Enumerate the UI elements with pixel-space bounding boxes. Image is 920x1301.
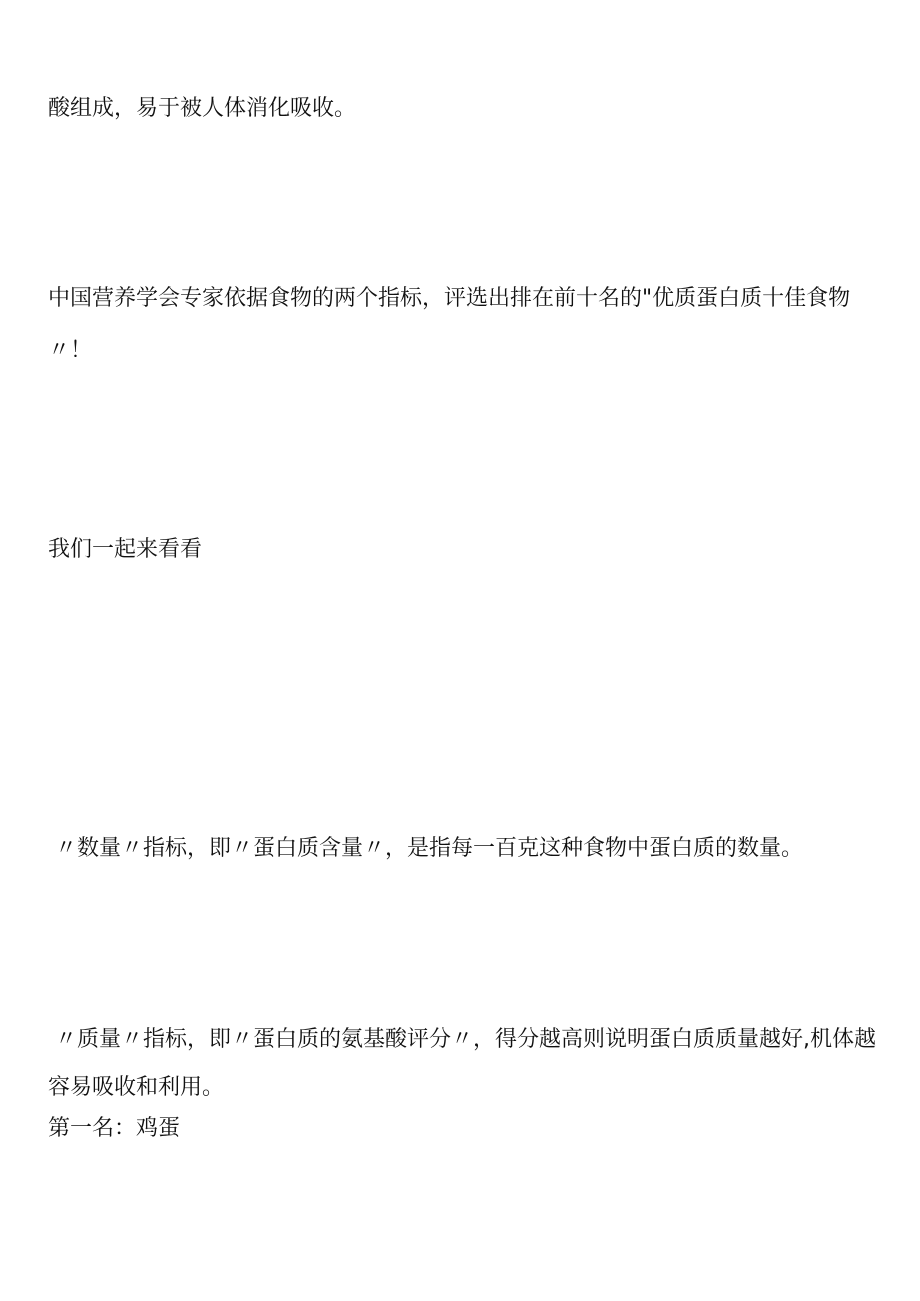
- paragraph-digestion: 酸组成，易于被人体消化吸收。: [48, 96, 357, 121]
- paragraph-rank-one: 第一名：鸡蛋: [48, 1116, 181, 1141]
- paragraph-quality-indicator: 〃质量〃指标，即〃蛋白质的氨基酸评分〃，得分越高则说明蛋白质质量越好,机体越容易吸收和利用。: [48, 1027, 876, 1100]
- paragraph-quantity-indicator: 〃数量〃指标，即〃蛋白质含量〃，是指每一百克这种食物中蛋白质的数量。: [48, 836, 804, 861]
- paragraph-lets-see: 我们一起来看看: [48, 537, 203, 562]
- paragraph-top-ten-intro: 中国营养学会专家依据食物的两个指标，评选出排在前十名的"优质蛋白质十佳食物〃！: [48, 286, 851, 363]
